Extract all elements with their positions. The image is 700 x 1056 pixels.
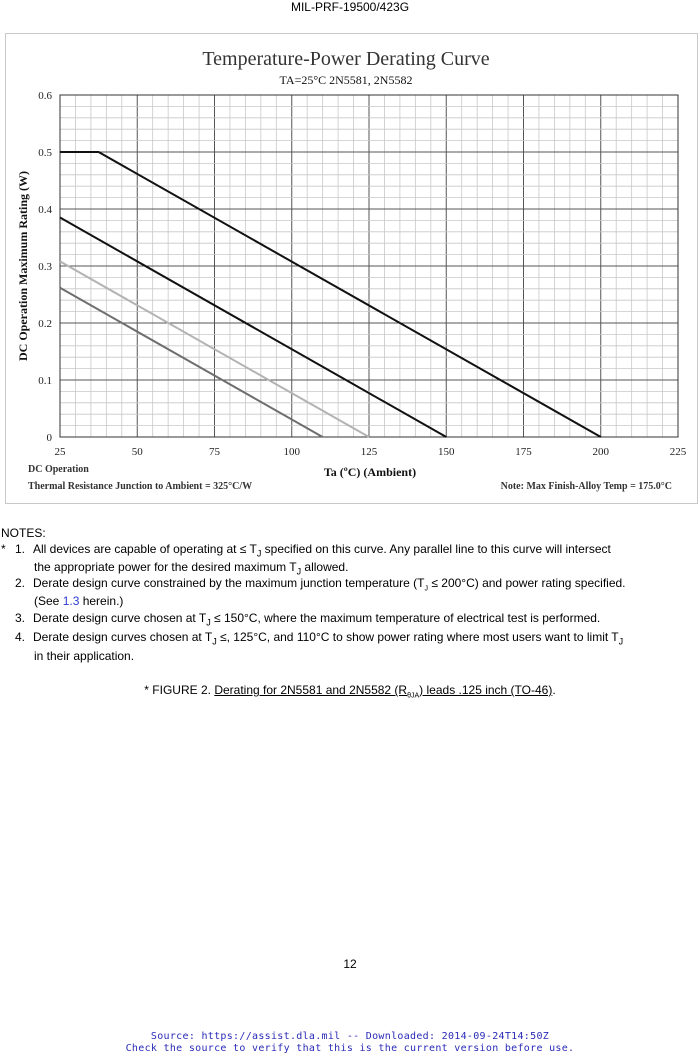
note-1-number: 1. <box>15 542 26 556</box>
x-tick-label: 225 <box>669 446 687 458</box>
series-line-4 <box>60 288 323 437</box>
y-tick-label: 0 <box>46 432 52 444</box>
caption-title: Derating for 2N5581 and 2N5582 $(R_{\theta JA})$ leads .125 inch (TO-46) <box>214 683 553 700</box>
y-tick-label: 0.4 <box>38 204 52 216</box>
y-tick-label: 0.6 <box>38 90 52 102</box>
series-line-1 <box>60 152 601 437</box>
note-3-number: 3. <box>15 611 26 625</box>
x-tick-label: 125 <box>360 446 378 458</box>
note-2-line-1: Derate design curve constrained by the maximum junction temperature $(T_J \le 200^\circ C)$ and power rating specified. <box>33 576 626 593</box>
y-tick-label: 0.5 <box>38 147 52 159</box>
derating-chart <box>6 34 697 503</box>
notes-heading: NOTES: <box>1 526 46 540</box>
source-line: Source: https://assist.dla.mil -- Downloaded: 2014-09-24T14:50Z <box>150 1031 550 1042</box>
note-1-line-2: the appropriate power for the desired maximum $T_J$ allowed. <box>34 560 349 577</box>
dc-operation-note: DC Operation <box>28 464 89 475</box>
note-4-number: 4. <box>15 630 26 644</box>
x-tick-label: 200 <box>592 446 609 458</box>
page-number: 12 <box>343 957 357 971</box>
y-axis-label: DC Operation Maximum Rating (W) <box>16 171 30 361</box>
chart-grid <box>60 95 678 437</box>
note-4-line-2: in their application. <box>34 649 135 663</box>
note-2-line-2: (See 1.3 herein.) <box>34 594 124 608</box>
chart-subtitle: TA=25°C 2N5581, 2N5582 <box>279 73 413 87</box>
note-2-number: 2. <box>15 576 26 590</box>
figure-frame <box>5 33 698 504</box>
section-link[interactable]: 1.3 <box>62 594 80 608</box>
y-tick-label: 0.3 <box>38 261 52 273</box>
x-tick-label: 25 <box>54 446 66 458</box>
x-axis-label: Ta (ºC) (Ambient) <box>323 465 417 479</box>
max-temp-note: Note: Max Finish-Alloy Temp = 175.0°C <box>500 481 672 492</box>
chart-title: Temperature-Power Derating Curve <box>202 48 490 70</box>
thermal-resistance-note: Thermal Resistance Junction to Ambient = 325°C/W <box>28 481 253 492</box>
note-4-line-1: Derate design curves chosen at $T_J$ ≤, 125°C, and 110°C to show power rating where most users want to limit $T_J$ <box>33 630 624 647</box>
figure-caption: * FIGURE 2. Derating for 2N5581 and 2N5582 $(R_{\theta JA})$ leads .125 inch (TO-46). <box>144 683 556 700</box>
verify-line: Check the source to verify that this is the current version before use. <box>125 1043 575 1054</box>
x-tick-label: 175 <box>515 446 532 458</box>
x-tick-label: 50 <box>131 446 143 458</box>
chart-series <box>60 152 601 437</box>
note-3-line-1: Derate design curve chosen at $T_J \le 150^\circ C$, where the maximum temperature of electrical test is performed. <box>33 611 601 628</box>
y-tick-label: 0.2 <box>38 318 52 330</box>
note-1-asterisk: * <box>1 542 6 556</box>
document-id: MIL-PRF-19500/423G <box>290 0 410 14</box>
y-tick-label: 0.1 <box>38 375 52 387</box>
x-tick-label: 150 <box>438 446 455 458</box>
x-tick-label: 75 <box>209 446 220 458</box>
series-line-2 <box>60 218 446 438</box>
x-tick-label: 100 <box>283 446 300 458</box>
note-1-line-1: All devices are capable of operating at ≤ $T_J$ specified on this curve. Any parallel line to this curve will intersect <box>33 542 611 559</box>
